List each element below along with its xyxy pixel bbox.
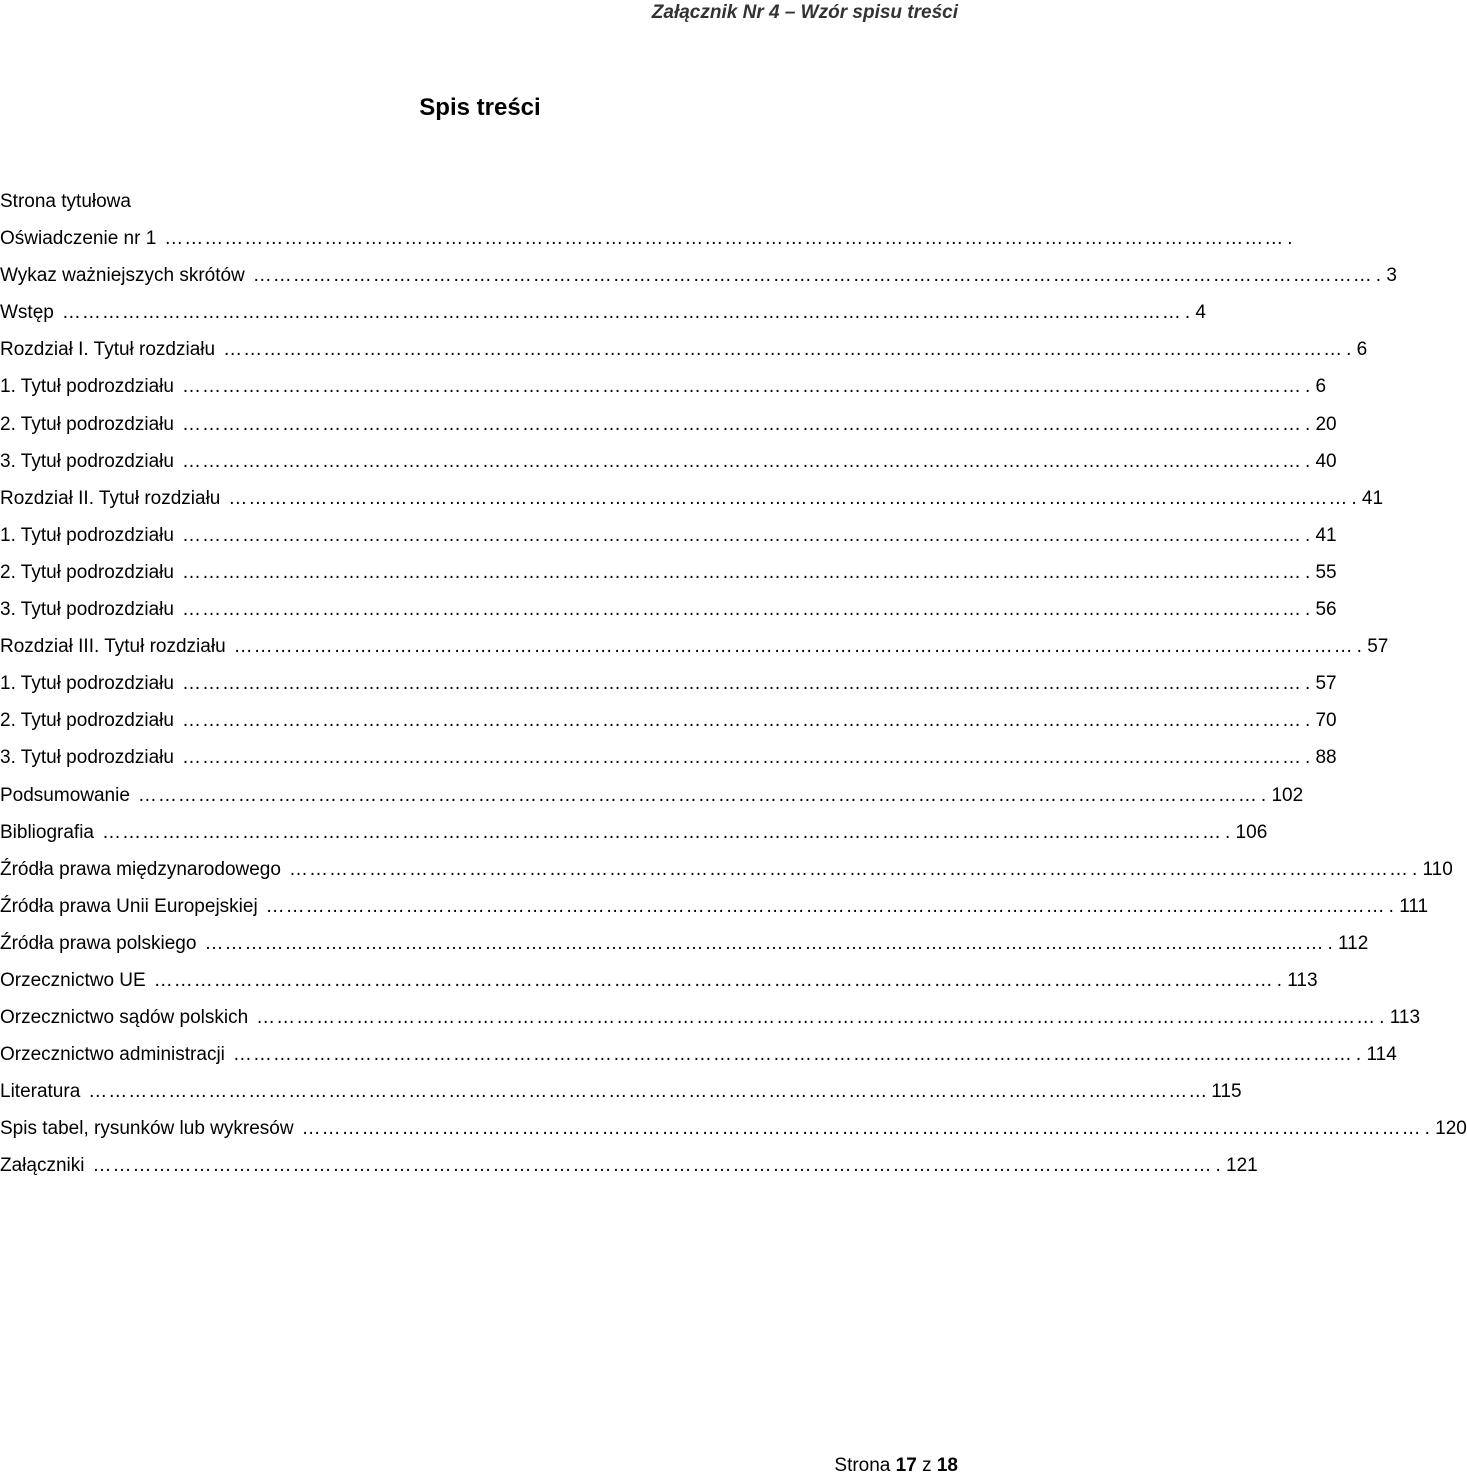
toc-entry [0,257,1397,294]
toc-entry-label: 1. Tytuł podrozdziału [0,376,174,398]
toc-entry-leader: …………………………………………………………………………………………………………………………………………………… [102,821,1222,843]
footer-prefix: Strona [834,1455,891,1476]
toc-entry-leader: …………………………………………………………………………………………………………………………………………………… [301,1118,1422,1140]
toc-entry-label: Wstęp [0,302,54,324]
toc-entry-page-number: . 6 [1304,376,1327,398]
toc-entry-label: 2. Tytuł podrozdziału [0,413,174,435]
toc-entry-label: Wykaz ważniejszych skrótów [0,265,245,287]
toc-entry-page-number: . 20 [1304,413,1337,435]
toc-entry-label: 1. Tytuł podrozdziału [0,673,174,695]
toc-entry-label: Rozdział III. Tytuł rozdziału [0,636,226,658]
toc-entry-page-number: . 57 [1304,673,1337,695]
page-footer [834,1455,958,1477]
toc-entry [0,999,1421,1036]
toc-entry-label: 2. Tytuł podrozdziału [0,561,174,583]
toc-entry [0,888,1429,925]
toc-entry-label: Orzecznictwo administracji [0,1044,225,1066]
toc-entry-page-number: . 113 [1379,1007,1421,1029]
toc-entry-page-number: . 102 [1260,784,1304,806]
toc-entry-label: 3. Tytuł podrozdziału [0,450,174,472]
toc-entry-label: Podsumowanie [0,784,130,806]
toc-entry [0,1073,1242,1110]
toc-entry-page-number: . 110 [1411,858,1453,880]
toc-entry-leader: …………………………………………………………………………………………………………………………………………………… [181,561,1302,583]
toc-entry-leader: …………………………………………………………………………………………………………………………………………………… [181,710,1302,732]
toc-entry-page-number: . 111 [1388,895,1429,917]
toc-entry-label: Oświadczenie nr 1 [0,228,157,250]
toc-entry-label: 3. Tytuł podrozdziału [0,599,174,621]
toc-entry [0,665,1337,702]
toc-entry [0,962,1318,999]
toc-entry-leader: …………………………………………………………………………………………………………………………………………………… [92,1155,1213,1177]
toc-entry-leader: …………………………………………………………………………………………………………………………………………………… [288,858,1409,880]
toc-entry-label: Źródła prawa polskiego [0,932,197,954]
toc-entry [0,443,1337,480]
toc-entry [0,554,1337,591]
toc-entry-page-number: . 3 [1375,265,1397,287]
toc-entry-label: Rozdział I. Tytuł rozdziału [0,339,216,361]
toc-entry-leader: …………………………………………………………………………………………………………………………………………………… [233,636,1354,658]
toc-entry [0,183,958,220]
toc-entry-page-number: . 114 [1355,1044,1397,1066]
toc-entry [0,1110,1467,1147]
toc-entry-page-number: . 106 [1225,821,1268,843]
toc-entry-leader: …………………………………………………………………………………………………………………………………………………… [181,747,1302,769]
toc-entry-label: Orzecznictwo UE [0,969,146,991]
toc-entry-page-number: . 113 [1276,969,1318,991]
toc-entry-label: Źródła prawa Unii Europejskiej [0,895,258,917]
toc-entry-leader: …………………………………………………………………………………………………………………………………………………… [232,1044,1353,1066]
toc-entry-page-number: . 121 [1215,1155,1258,1177]
toc-entry-leader: …………………………………………………………………………………………………………………………………………………… [252,265,1373,287]
toc-entry-label: Orzecznictwo sądów polskich [0,1007,249,1029]
toc-entry-leader: …………………………………………………………………………………………………………………………………………………… [181,673,1302,695]
toc-entry [0,406,1337,443]
toc-entry-leader: …………………………………………………………………………………………………………………………………………………… [88,1081,1209,1103]
toc-entry-page-number: . 41 [1351,487,1384,509]
toc-entry-label: Spis tabel, rysunków lub wykresów [0,1118,294,1140]
toc-entry-leader: …………………………………………………………………………………………………………………………………………………… [228,487,1349,509]
toc-entry-leader: …………………………………………………………………………………………………………………………………………………… [204,932,1325,954]
toc-entry-leader: …………………………………………………………………………………………………………………………………………………… [137,784,1258,806]
toc-entry-page-number: . 112 [1327,932,1369,954]
toc-entry [0,220,1293,257]
toc-entry-leader: …………………………………………………………………………………………………………………………………………………… [181,599,1302,621]
toc-entry-page-number: . 4 [1184,302,1206,324]
toc-entry-leader: …………………………………………………………………………………………………………………………………………………… [153,969,1274,991]
toc-entry-label: Źródła prawa międzynarodowego [0,858,281,880]
toc-entry-page-number: . 40 [1304,450,1337,472]
toc-entry-label: Załączniki [0,1155,85,1177]
toc-entry-leader: …………………………………………………………………………………………………………………………………………………… [181,413,1302,435]
toc-entry-page-number: . 41 [1304,524,1337,546]
toc-entry-page-number: . 57 [1356,636,1389,658]
toc-entry-leader: …………………………………………………………………………………………………………………………………………………… [61,302,1182,324]
toc-entry-label: 2. Tytuł podrozdziału [0,710,174,732]
toc-entry-page-number: . [1287,228,1293,250]
toc-entry-leader: …………………………………………………………………………………………………………………………………………………… [181,524,1302,546]
toc-entry [0,1036,1397,1073]
toc-entry [0,517,1337,554]
toc-entry [0,814,1268,851]
toc-entry-page-number: . 6 [1346,339,1368,361]
toc-entry [0,925,1369,962]
toc-entry-label: Literatura [0,1081,81,1103]
toc-entry [0,628,1389,665]
toc-entry-leader: …………………………………………………………………………………………………………………………………………………… [181,450,1302,472]
toc-entry [0,294,1206,331]
toc-entry-leader: …………………………………………………………………………………………………………………………………………………… [223,339,1344,361]
page-header: Załącznik Nr 4 – Wzór spisu treści [651,2,958,23]
toc-entry-leader: …………………………………………………………………………………………………………………………………………………… [164,228,1285,250]
toc-entry [0,702,1337,739]
toc-entry-page-number: 115 [1211,1081,1242,1103]
toc-entry-page-number: . 88 [1304,747,1337,769]
total-pages-number: 18 [936,1455,958,1476]
toc-entry [0,1147,1258,1184]
toc-entry-page-number: . 120 [1424,1118,1467,1140]
toc-entry-page-number: . 70 [1304,710,1337,732]
toc-entry-label: Strona tytułowa [0,191,131,212]
toc-entry [0,851,1453,888]
current-page-number: 17 [895,1455,917,1476]
toc-entry-label: 1. Tytuł podrozdziału [0,524,174,546]
toc-entry-leader: …………………………………………………………………………………………………………………………………………………… [265,895,1386,917]
table-of-contents [0,183,1467,1185]
toc-entry [0,739,1337,776]
toc-entry-page-number: . 56 [1304,599,1337,621]
toc-entry-page-number: . 55 [1304,561,1337,583]
toc-entry [0,480,1384,517]
toc-entry [0,368,1327,405]
toc-entry [0,331,1368,368]
document-title: Spis treści [419,94,541,121]
toc-entry-leader: …………………………………………………………………………………………………………………………………………………… [256,1007,1377,1029]
toc-entry-label: Bibliografia [0,821,94,843]
toc-entry-label: Rozdział II. Tytuł rozdziału [0,487,221,509]
toc-entry-label: 3. Tytuł podrozdziału [0,747,174,769]
toc-entry [0,591,1337,628]
footer-separator: z [922,1455,932,1476]
toc-entry [0,777,1304,814]
toc-entry-leader: …………………………………………………………………………………………………………………………………………………… [181,376,1302,398]
